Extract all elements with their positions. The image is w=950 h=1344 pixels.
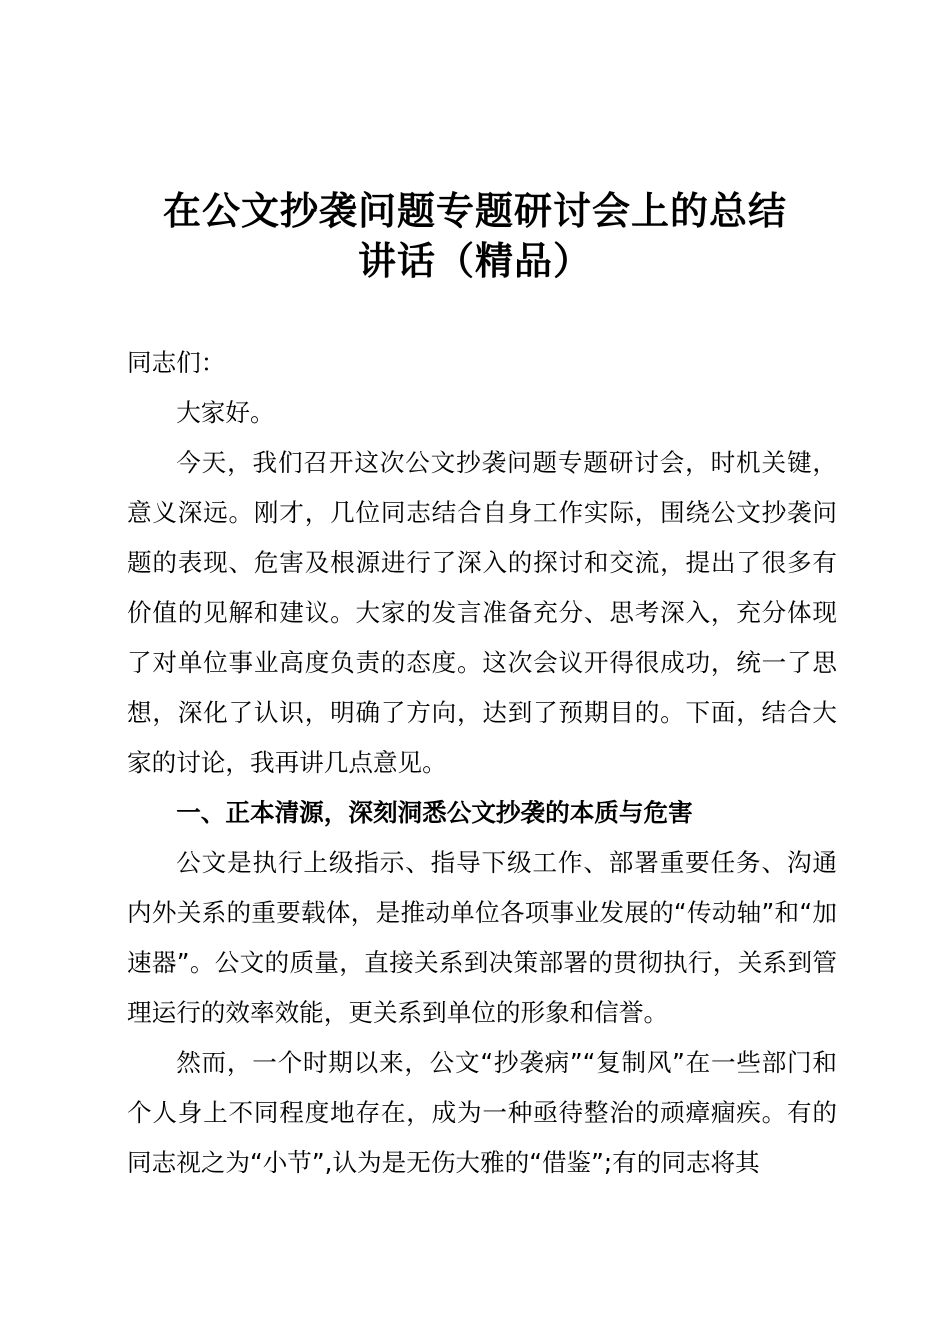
paragraph-section-1-a: 公文是执行上级指示、指导下级工作、部署重要任务、沟通内外关系的重要载体，是推动单位各项事业发展的“传动轴”和“加速器”。公文的质量，直接关系到决策部署的贯彻执行，关系到管理运行的效率效能，更关系到单位的形象和信誉。	[127, 848, 837, 1027]
document-title-line-1: 在公文抄袭问题专题研讨会上的总结	[162, 188, 787, 233]
section-heading-1: 一、正本清源，深刻洞悉公文抄袭的本质与危害	[176, 798, 693, 827]
salutation: 同志们：	[127, 348, 226, 377]
paragraph-greeting: 大家好。	[176, 398, 275, 427]
paragraph-section-1-b: 然而，一个时期以来，公文“抄袭病”“复制风”在一些部门和个人身上不同程度地存在，成为一种亟待整治的顽瘴痼疾。有的同志视之为“小节”,认为是无伤大雅的“借鉴”;有的同志将其	[127, 1048, 837, 1177]
document-title-line-2: 讲话（精品）	[357, 238, 592, 283]
document-body	[127, 338, 837, 1188]
paragraph-opening: 今天，我们召开这次公文抄袭问题专题研讨会，时机关键，意义深远。刚才，几位同志结合自身工作实际，围绕公文抄袭问题的表现、危害及根源进行了深入的探讨和交流，提出了很多有价值的见解和建议。大家的发言准备充分、思考深入，充分体现了对单位事业高度负责的态度。这次会议开得很成功，统一了思想，深化了认识，明确了方向，达到了预期目的。下面，结合大家的讨论，我再讲几点意见。	[127, 448, 837, 777]
